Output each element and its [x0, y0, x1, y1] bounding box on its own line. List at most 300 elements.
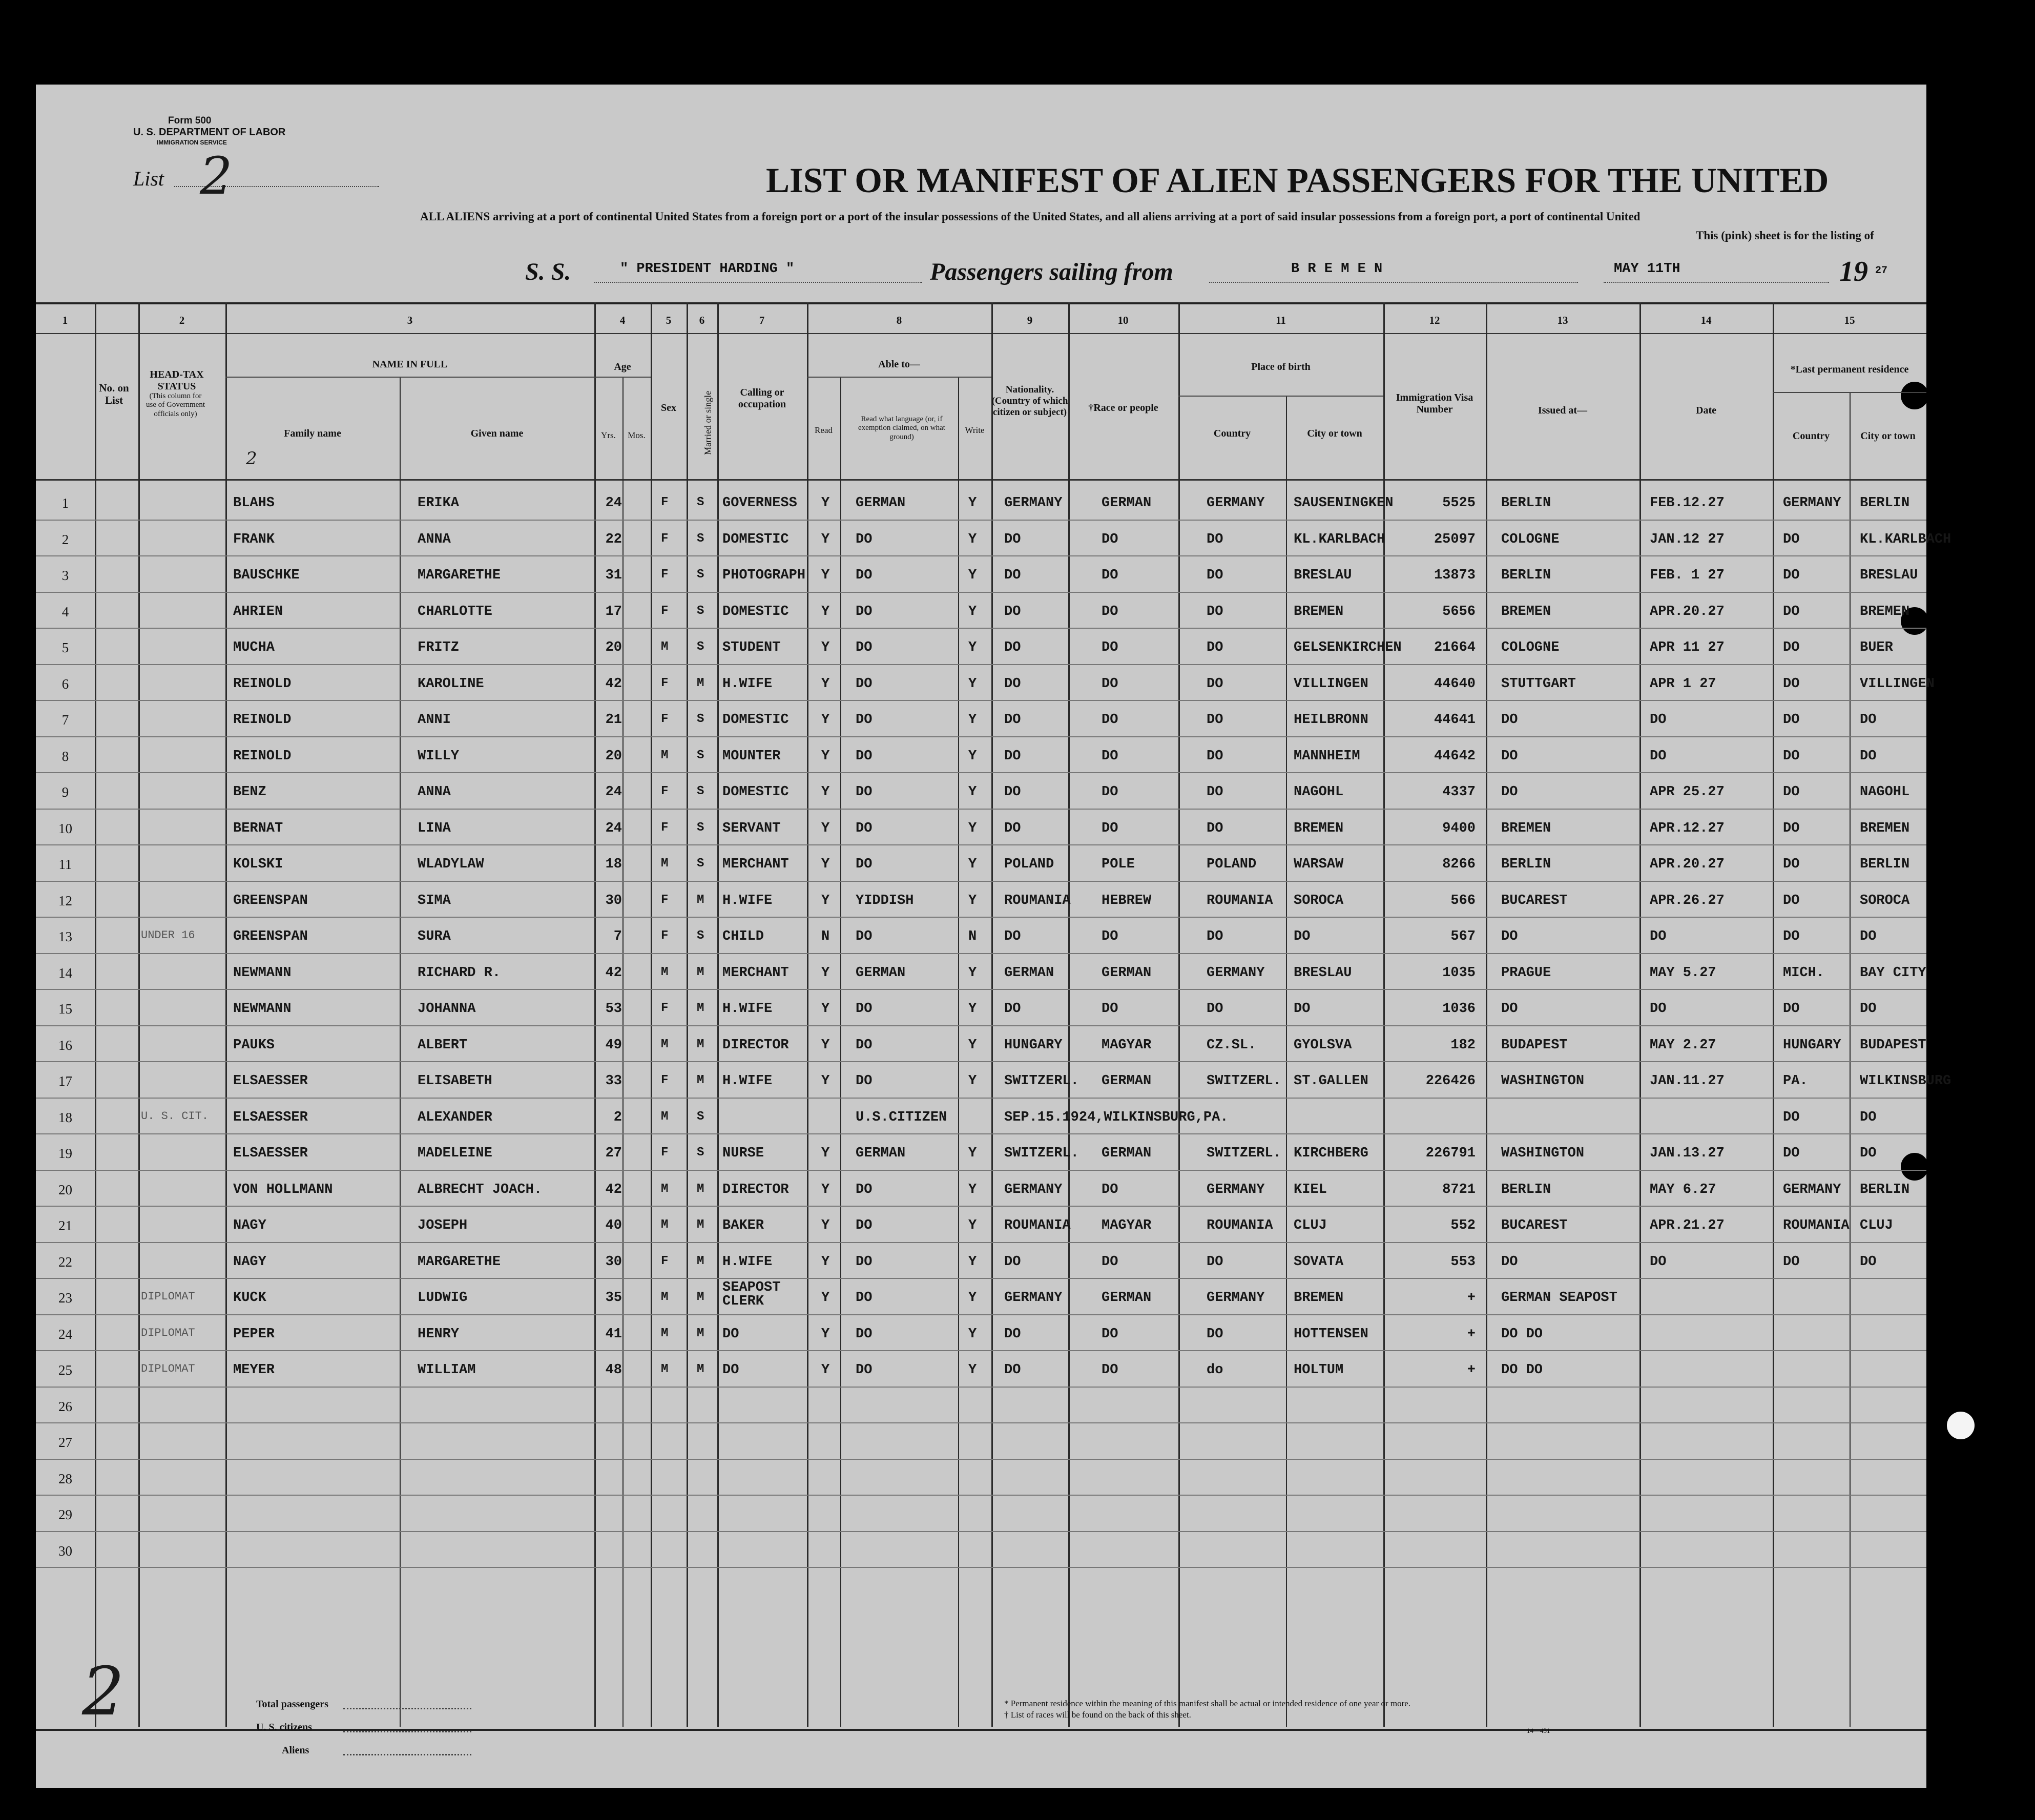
birth-country: DO [1207, 604, 1223, 619]
residence-country: DO [1783, 748, 1800, 764]
marital-status: M [697, 1037, 704, 1051]
can-write: N [968, 929, 977, 944]
race: DO [1102, 1182, 1118, 1197]
row-rule [36, 700, 1926, 701]
residence-country: PA. [1783, 1073, 1808, 1089]
nationality: DO [1004, 712, 1021, 728]
row-rule [36, 1314, 1926, 1315]
issue-date: DO [1650, 1254, 1667, 1270]
can-read: Y [821, 1362, 830, 1378]
family-name: REINOLD [233, 712, 292, 728]
issued-at: COLOGNE [1501, 531, 1560, 547]
header-issued-at: Issued at— [1538, 405, 1588, 416]
can-write: Y [968, 640, 977, 655]
row-rule [36, 917, 1926, 918]
residence-country: DO [1783, 1254, 1800, 1270]
row-rule [36, 1495, 1926, 1496]
nationality: DO [1004, 640, 1021, 655]
can-read: Y [821, 1037, 830, 1053]
visa-number: 44642 [1434, 748, 1476, 764]
age-years: 22 [605, 531, 622, 547]
issued-at: COLOGNE [1501, 640, 1560, 655]
footnote-residence: * Permanent residence within the meaning of this manifest shall be actual or intended residence of one year or more. [1004, 1699, 1411, 1708]
can-read: Y [821, 893, 830, 908]
header-head-tax-note: (This column for use of Government officials only) [146, 392, 205, 418]
can-read: Y [821, 712, 830, 728]
issued-at: BUCAREST [1501, 893, 1568, 908]
birth-city: VILLINGEN [1294, 676, 1368, 692]
sex: M [661, 1182, 669, 1196]
occupation: STUDENT [722, 640, 781, 655]
residence-city: BERLIN [1860, 495, 1910, 511]
age-years: 40 [605, 1218, 622, 1233]
can-write: Y [968, 965, 977, 981]
occupation: H.WIFE [722, 893, 773, 908]
birth-city: BREMEN [1294, 1290, 1344, 1306]
row-number: 13 [58, 929, 72, 944]
column-number: 5 [666, 314, 672, 326]
marital-status: S [697, 857, 704, 871]
subcolumn-rule [840, 377, 841, 1727]
age-years: 41 [605, 1326, 622, 1342]
column-rule [1383, 302, 1385, 1727]
marital-status: M [697, 1362, 704, 1376]
nationality: DO [1004, 1001, 1021, 1017]
can-write: Y [968, 676, 977, 692]
race: DO [1102, 1362, 1118, 1378]
row-number: 3 [61, 568, 69, 583]
row-rule [36, 1350, 1926, 1351]
can-read: Y [821, 568, 830, 583]
head-tax-status: DIPLOMAT [141, 1290, 195, 1303]
column-number: 6 [699, 314, 705, 326]
birth-city: KIRCHBERG [1294, 1146, 1368, 1161]
head-tax-status: UNDER 16 [141, 929, 195, 942]
visa-number: + [1467, 1326, 1476, 1342]
issue-date: APR 11 27 [1650, 640, 1725, 655]
head-tax-status: DIPLOMAT [141, 1362, 195, 1375]
column-rule [1068, 302, 1070, 1727]
nationality: DO [1004, 604, 1021, 619]
age-years: 24 [605, 820, 622, 836]
given-name: LUDWIG [418, 1290, 468, 1306]
age-years: 17 [605, 604, 622, 619]
sex: F [661, 604, 669, 618]
birth-country: DO [1207, 1001, 1223, 1017]
can-write: Y [968, 1254, 977, 1270]
nationality: GERMANY [1004, 1182, 1063, 1197]
row-number: 27 [58, 1435, 72, 1450]
visa-number: 21664 [1434, 640, 1476, 655]
race: DO [1102, 1254, 1118, 1270]
occupation: GOVERNESS [722, 495, 797, 511]
occupation: PHOTOGRAPH [722, 568, 806, 583]
residence-city: DO [1860, 1001, 1877, 1017]
race: DO [1102, 820, 1118, 836]
residence-city: CLUJ [1860, 1218, 1893, 1233]
birth-city: HOTTENSEN [1294, 1326, 1368, 1342]
family-name: NEWMANN [233, 1001, 292, 1017]
nationality: POLAND [1004, 857, 1054, 872]
race: DO [1102, 640, 1118, 655]
page-subtitle-2: This (pink) sheet is for the listing of [1696, 229, 1874, 242]
issued-at: DO [1501, 784, 1518, 800]
read-language: DO [856, 748, 873, 764]
head-tax-status: DIPLOMAT [141, 1326, 195, 1339]
birth-city: HEILBRONN [1294, 712, 1368, 728]
age-years: 27 [605, 1146, 622, 1161]
header-sex: Sex [661, 402, 676, 413]
occupation: DO [722, 1362, 739, 1378]
nationality: SEP.15.1924,WILKINSBURG,PA. [1004, 1109, 1229, 1125]
sex: M [661, 640, 669, 654]
can-write: Y [968, 1001, 977, 1017]
residence-country: DO [1783, 640, 1800, 655]
issue-date: APR.20.27 [1650, 857, 1725, 872]
column-number: 15 [1844, 314, 1855, 326]
birth-country: ROUMANIA [1207, 893, 1273, 908]
can-read: Y [821, 1182, 830, 1197]
age-years: 42 [605, 1182, 622, 1197]
marital-status: S [697, 604, 704, 618]
sex: F [661, 712, 669, 726]
sex: M [661, 1362, 669, 1376]
can-write: Y [968, 1326, 977, 1342]
birth-city: HOLTUM [1294, 1362, 1344, 1378]
can-read: Y [821, 495, 830, 511]
sex: F [661, 531, 669, 546]
sex: M [661, 1326, 669, 1340]
race: DO [1102, 784, 1118, 800]
issued-at: DO [1501, 748, 1518, 764]
header-rule [36, 479, 1926, 481]
sex: M [661, 1037, 669, 1051]
header-read-language: Read what language (or, if exemption claimed, on what ground) [858, 415, 945, 441]
residence-country: DO [1783, 857, 1800, 872]
page-subtitle: ALL ALIENS arriving at a port of continental United States from a foreign port or a port of the insular possessions of the United States, and all aliens arriving at a port of said insular possessions from a foreign port, a port of continental United [420, 210, 1641, 223]
issued-at: GERMAN SEAPOST [1501, 1290, 1617, 1306]
residence-country: GERMANY [1783, 495, 1841, 511]
birth-country: DO [1207, 929, 1223, 944]
occupation: SERVANT [722, 820, 781, 836]
residence-city: BERLIN [1860, 857, 1910, 872]
read-language: GERMAN [856, 495, 906, 511]
residence-country: DO [1783, 1109, 1800, 1125]
age-years: 20 [605, 748, 622, 764]
read-language: DO [856, 784, 873, 800]
residence-city: WILKINSBURG [1860, 1073, 1951, 1089]
issued-at: DO [1501, 1001, 1518, 1017]
ship-underline [594, 282, 922, 283]
nationality: ROUMANIA [1004, 893, 1071, 908]
can-write: Y [968, 1362, 977, 1378]
read-language: GERMAN [856, 1146, 906, 1161]
birth-city: ST.GALLEN [1294, 1073, 1368, 1089]
row-number: 22 [58, 1254, 72, 1270]
birth-city: GELSENKIRCHEN [1294, 640, 1402, 655]
issued-at: BREMEN [1501, 604, 1551, 619]
given-name: HENRY [418, 1326, 460, 1342]
read-language: DO [856, 712, 873, 728]
issue-date: APR.26.27 [1650, 893, 1725, 908]
header-read: Read [815, 425, 833, 435]
row-number: 21 [58, 1218, 72, 1233]
row-rule [36, 1278, 1926, 1279]
total-passengers-label: Total passengers [256, 1699, 328, 1710]
age-years: 48 [605, 1362, 622, 1378]
footnote-races: † List of races will be found on the back of this sheet. [1004, 1710, 1191, 1720]
column-rule [717, 302, 719, 1727]
sex: M [661, 1218, 669, 1232]
visa-number: 13873 [1434, 568, 1476, 583]
row-rule [36, 1133, 1926, 1134]
birth-country: DO [1207, 1254, 1223, 1270]
birth-country: SWITZERL. [1207, 1146, 1281, 1161]
marital-status: M [697, 1182, 704, 1196]
family-name: PAUKS [233, 1037, 275, 1053]
race: DO [1102, 1001, 1118, 1017]
row-number: 25 [58, 1362, 72, 1378]
department-label: U. S. DEPARTMENT OF LABOR [133, 127, 286, 138]
birth-city: BREMEN [1294, 820, 1344, 836]
family-name: MEYER [233, 1362, 275, 1378]
row-number: 29 [58, 1507, 72, 1522]
family-name: REINOLD [233, 676, 292, 692]
sex: F [661, 820, 669, 835]
column-rule [651, 302, 652, 1727]
sex: F [661, 676, 669, 690]
header-yrs: Yrs. [601, 430, 616, 440]
age-years: 30 [605, 1254, 622, 1270]
nationality: GERMANY [1004, 495, 1063, 511]
nationality: DO [1004, 531, 1021, 547]
sex: M [661, 1109, 669, 1124]
residence-city: DO [1860, 1254, 1877, 1270]
marital-status: M [697, 676, 704, 690]
family-name: KUCK [233, 1290, 266, 1306]
birth-country: GERMANY [1207, 1290, 1265, 1306]
can-read: Y [821, 820, 830, 836]
given-name: ALEXANDER [418, 1109, 492, 1125]
residence-city: BREMEN [1860, 820, 1910, 836]
read-language: DO [856, 1326, 873, 1342]
sailing-date: MAY 11TH [1614, 261, 1680, 277]
visa-number: 5525 [1442, 495, 1476, 511]
race: HEBREW [1102, 893, 1152, 908]
visa-number: 4337 [1442, 784, 1476, 800]
read-language: DO [856, 929, 873, 944]
issued-at: DO [1501, 1254, 1518, 1270]
row-number: 12 [58, 893, 72, 908]
visa-number: 553 [1450, 1254, 1476, 1270]
race: DO [1102, 712, 1118, 728]
visa-number: 1036 [1442, 1001, 1476, 1017]
visa-number: 44640 [1434, 676, 1476, 692]
column-number: 1 [62, 314, 68, 326]
can-write: Y [968, 568, 977, 583]
nationality: DO [1004, 568, 1021, 583]
residence-country: DO [1783, 568, 1800, 583]
row-number: 17 [58, 1073, 72, 1089]
age-years: 24 [605, 495, 622, 511]
issued-at: DO DO [1501, 1326, 1543, 1342]
read-language: DO [856, 820, 873, 836]
marital-status: M [697, 965, 704, 979]
birth-city: SOROCA [1294, 893, 1344, 908]
issue-date: MAY 6.27 [1650, 1182, 1716, 1197]
age-years: 20 [605, 640, 622, 655]
race: POLE [1102, 857, 1135, 872]
page-title: LIST OR MANIFEST OF ALIEN PASSENGERS FOR THE UNITED [766, 161, 1829, 200]
visa-number: 25097 [1434, 531, 1476, 547]
list-label: List [133, 167, 164, 190]
family-name: ELSAESSER [233, 1146, 308, 1161]
given-name: ERIKA [418, 495, 460, 511]
header-no: No. on List [99, 382, 129, 407]
occupation: DOMESTIC [722, 604, 789, 619]
row-rule [36, 1061, 1926, 1062]
birth-country: DO [1207, 640, 1223, 655]
can-write: Y [968, 1182, 977, 1197]
column-number: 2 [179, 314, 185, 326]
residence-city: DO [1860, 929, 1877, 944]
nationality: DO [1004, 676, 1021, 692]
visa-number: 5656 [1442, 604, 1476, 619]
read-language: YIDDISH [856, 893, 914, 908]
column-number: 13 [1557, 314, 1568, 326]
age-years: 31 [605, 568, 622, 583]
header-res-country: Country [1792, 430, 1830, 442]
header-able-to: Able to— [878, 359, 920, 370]
column-number: 9 [1027, 314, 1033, 326]
birth-country: DO [1207, 784, 1223, 800]
can-write: Y [968, 820, 977, 836]
sex: M [661, 748, 669, 762]
sex: M [661, 1290, 669, 1304]
marital-status: S [697, 495, 704, 509]
marital-status: M [697, 1326, 704, 1340]
birth-city: BREMEN [1294, 604, 1344, 619]
row-number: 11 [58, 857, 72, 872]
can-write: Y [968, 604, 977, 619]
sex: F [661, 929, 669, 943]
visa-number: 567 [1450, 929, 1476, 944]
column-rule [1486, 302, 1487, 1727]
given-name: MARGARETHE [418, 568, 501, 583]
age-years: 42 [605, 676, 622, 692]
issued-at: BUDAPEST [1501, 1037, 1568, 1053]
race: DO [1102, 676, 1118, 692]
row-number: 8 [61, 748, 69, 764]
sex: M [661, 857, 669, 871]
row-number: 1 [61, 495, 69, 511]
given-name: WILLY [418, 748, 460, 764]
row-number: 28 [58, 1471, 72, 1486]
residence-city: VILLINGEN [1860, 676, 1935, 692]
row-number: 30 [58, 1543, 72, 1559]
read-language: U.S.CITIZEN [856, 1109, 947, 1125]
column-rule [687, 302, 688, 1727]
family-name: BAUSCHKE [233, 568, 300, 583]
manifest-sheet [36, 85, 1951, 1788]
marital-status: S [697, 820, 704, 835]
family-name: ELSAESSER [233, 1109, 308, 1125]
can-read: Y [821, 1073, 830, 1089]
sex: F [661, 1073, 669, 1087]
birth-city: NAGOHL [1294, 784, 1344, 800]
race: GERMAN [1102, 495, 1152, 511]
read-language: DO [856, 531, 873, 547]
residence-country: DO [1783, 712, 1800, 728]
birth-country: SWITZERL. [1207, 1073, 1281, 1089]
sailing-label: Passengers sailing from [930, 258, 1173, 285]
given-name: RICHARD R. [418, 965, 501, 981]
visa-number: 226426 [1425, 1073, 1476, 1089]
age-years: 33 [605, 1073, 622, 1089]
issue-date: FEB. 1 27 [1650, 568, 1725, 583]
column-rule [1773, 302, 1774, 1727]
race: DO [1102, 531, 1118, 547]
issue-date: FEB.12.27 [1650, 495, 1725, 511]
age-years: 30 [605, 893, 622, 908]
row-number: 5 [61, 640, 69, 655]
visa-number: 566 [1450, 893, 1476, 908]
header-age: Age [614, 361, 631, 373]
given-name: LINA [418, 820, 451, 836]
header-res-city: City or town [1860, 430, 1916, 442]
age-years: 21 [605, 712, 622, 728]
residence-country: ROUMANIA [1783, 1218, 1850, 1233]
given-name: SURA [418, 929, 451, 944]
row-rule [36, 1170, 1926, 1171]
sex: F [661, 1254, 669, 1268]
can-write: Y [968, 748, 977, 764]
residence-country: HUNGARY [1783, 1037, 1841, 1053]
read-language: DO [856, 604, 873, 619]
date-underline [1604, 282, 1829, 283]
row-number: 10 [58, 820, 72, 836]
given-name: SIMA [418, 893, 451, 908]
birth-city: GYOLSVA [1294, 1037, 1352, 1053]
read-language: GERMAN [856, 965, 906, 981]
can-read: Y [821, 857, 830, 872]
row-rule [36, 844, 1926, 845]
year-suffix: 27 [1875, 265, 1888, 277]
family-name: NAGY [233, 1254, 266, 1270]
row-number: 26 [58, 1398, 72, 1414]
sex: M [661, 965, 669, 979]
marital-status: S [697, 1109, 704, 1124]
can-read: Y [821, 1326, 830, 1342]
can-read: Y [821, 784, 830, 800]
can-write: Y [968, 857, 977, 872]
port-underline [1209, 282, 1578, 283]
issue-date: APR.20.27 [1650, 604, 1725, 619]
nationality: DO [1004, 1326, 1021, 1342]
header-last-residence: *Last permanent residence [1790, 364, 1909, 375]
column-rule [138, 302, 140, 1727]
nationality: DO [1004, 1254, 1021, 1270]
age-years: 35 [605, 1290, 622, 1306]
given-name: MARGARETHE [418, 1254, 501, 1270]
residence-city: BREMEN [1860, 604, 1910, 619]
header-race: †Race or people [1088, 402, 1158, 413]
residence-country: DO [1783, 893, 1800, 908]
issue-date: DO [1650, 712, 1667, 728]
issued-at: BUCAREST [1501, 1218, 1568, 1233]
family-name: AHRIEN [233, 604, 283, 619]
given-name: CHARLOTTE [418, 604, 492, 619]
